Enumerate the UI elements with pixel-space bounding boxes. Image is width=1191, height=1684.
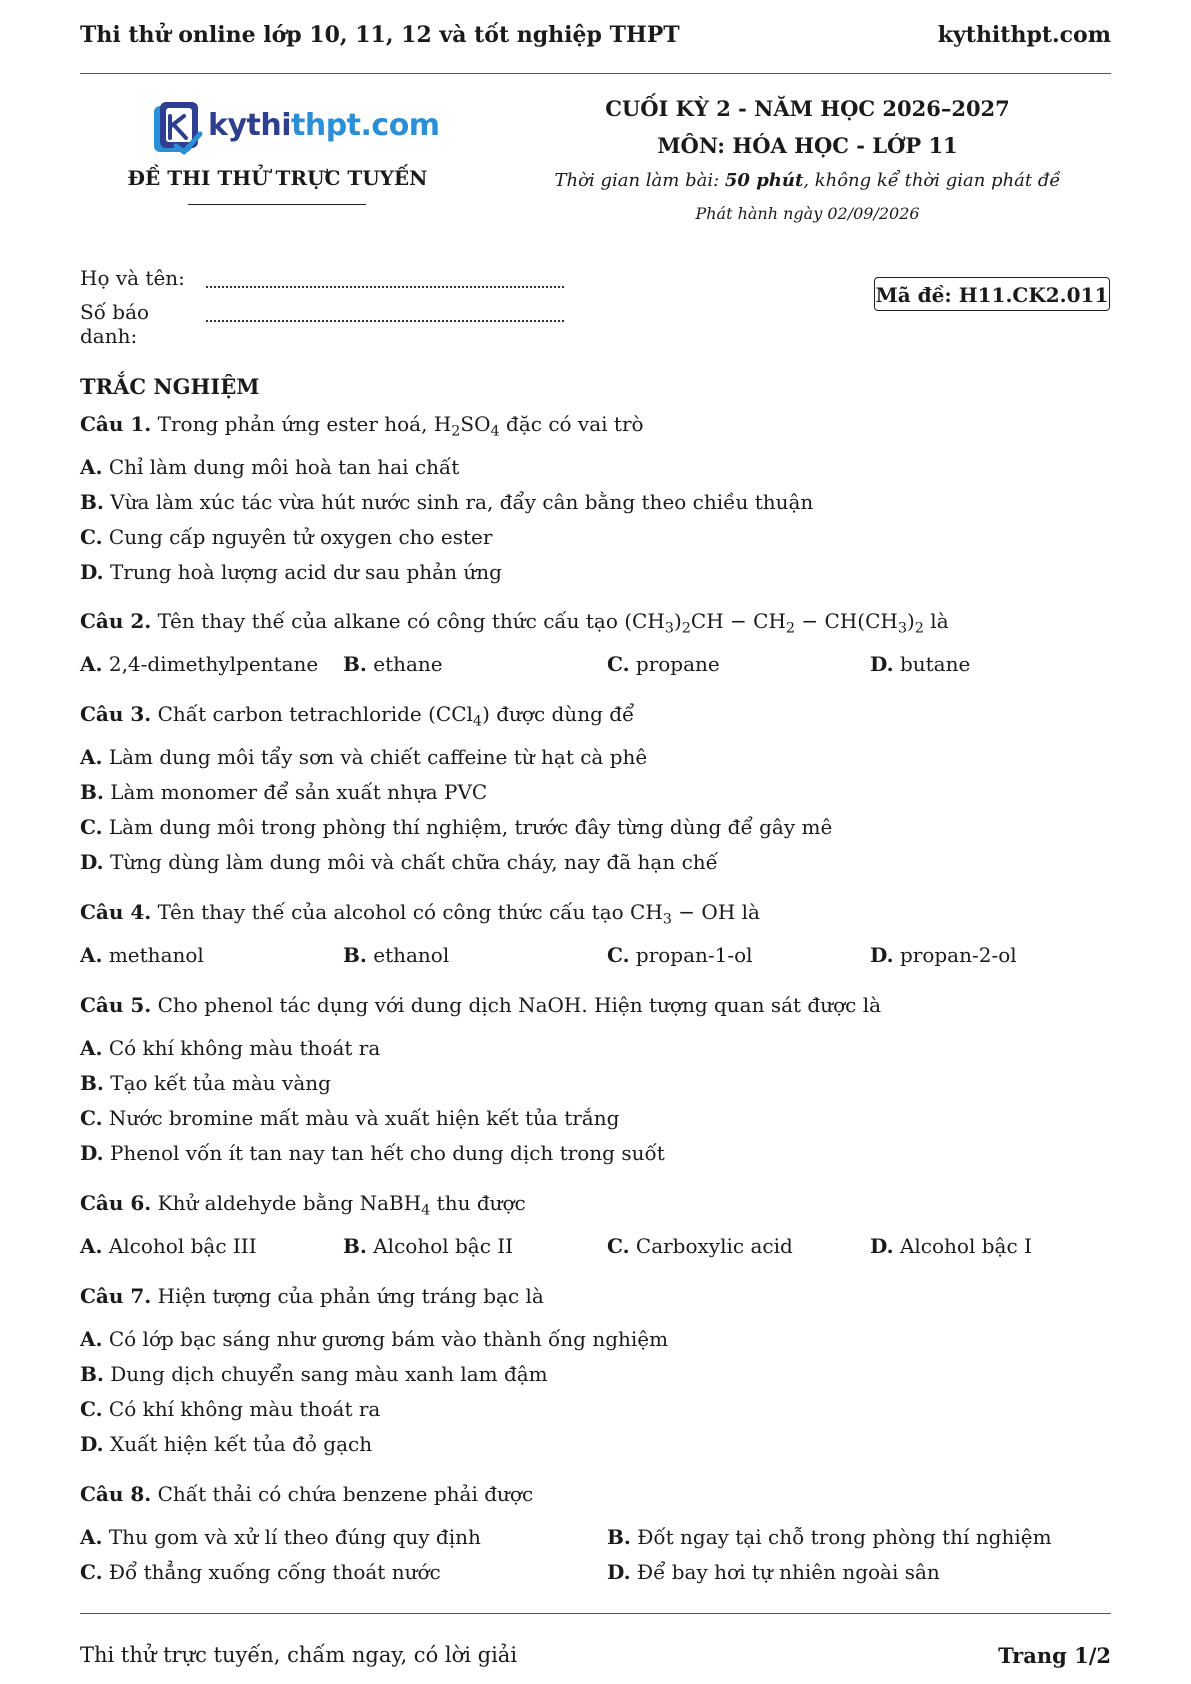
q1-option-c: C. Cung cấp nguyên tử oxygen cho ester: [80, 525, 493, 549]
q5-option-d: D. Phenol vốn ít tan nay tan hết cho dung dịch trong suốt: [80, 1141, 665, 1165]
exam-subject: MÔN: HÓA HỌC - LỚP 11: [657, 133, 958, 158]
q8-option-c: C. Đổ thẳng xuống cống thoát nước: [80, 1560, 441, 1584]
q4-option-a: A. methanol: [80, 943, 204, 967]
q4-option-c: C. propan-1-ol: [607, 943, 753, 967]
q7-option-a: A. Có lớp bạc sáng như gương bám vào thành ống nghiệm: [80, 1327, 669, 1351]
name-dots: [206, 286, 564, 288]
question-3: Câu 3. Chất carbon tetrachloride (CCl$_4$) được dùng để: [80, 702, 635, 730]
q4-option-d: D. propan-2-ol: [870, 943, 1017, 967]
q6-option-d: D. Alcohol bậc I: [870, 1234, 1032, 1258]
q5-option-a: A. Có khí không màu thoát ra: [80, 1036, 381, 1060]
question-1: Câu 1. Trong phản ứng ester hoá, $H_2SO_4$ đặc có vai trò: [80, 412, 644, 440]
q6-option-c: C. Carboxylic acid: [607, 1234, 793, 1258]
q1-option-d: D. Trung hoà lượng acid dư sau phản ứng: [80, 560, 502, 584]
q2-option-c: C. propane: [607, 652, 720, 676]
footer-left: Thi thử trực tuyến, chấm ngay, có lời giải: [80, 1643, 518, 1667]
id-field: Số báo danh:: [80, 300, 150, 348]
question-7: Câu 7. Hiện tượng của phản ứng tráng bạc là: [80, 1284, 544, 1308]
footer-rule: [80, 1613, 1111, 1614]
q7-option-d: D. Xuất hiện kết tủa đỏ gạch: [80, 1432, 373, 1456]
q3-option-c: C. Làm dung môi trong phòng thí nghiệm, trước đây từng dùng để gây mê: [80, 815, 833, 839]
page-number: Trang 1/2: [998, 1643, 1111, 1668]
exam-time: Thời gian làm bài: 50 phút, không kể thời gian phát đề: [554, 170, 1061, 191]
exam-title: CUỐI KỲ 2 - NĂM HỌC 2026–2027: [605, 96, 1010, 121]
logo-icon: [150, 100, 204, 156]
question-6: Câu 6. Khử aldehyde bằng NaBH$_4$ thu được: [80, 1191, 526, 1219]
subtitle-underline: [188, 204, 366, 205]
q6-option-a: A. Alcohol bậc III: [80, 1234, 257, 1258]
header-left: Thi thử online lớp 10, 11, 12 và tốt nghiệp THPT: [80, 22, 680, 48]
section-title: TRẮC NGHIỆM: [80, 374, 260, 399]
exam-date: Phát hành ngày 02/09/2026: [695, 204, 920, 223]
header-right: kythithpt.com: [937, 22, 1111, 48]
q8-option-d: D. Để bay hơi tự nhiên ngoài sân: [607, 1560, 940, 1584]
q7-option-b: B. Dung dịch chuyển sang màu xanh lam đậm: [80, 1362, 548, 1386]
q8-option-b: B. Đốt ngay tại chỗ trong phòng thí nghiệm: [607, 1525, 1052, 1549]
q5-option-c: C. Nước bromine mất màu và xuất hiện kết tủa trắng: [80, 1106, 620, 1130]
q2-option-d: D. butane: [870, 652, 971, 676]
question-5: Câu 5. Cho phenol tác dụng với dung dịch NaOH. Hiện tượng quan sát được là: [80, 993, 882, 1017]
q7-option-c: C. Có khí không màu thoát ra: [80, 1397, 381, 1421]
site-logo: [150, 100, 440, 158]
question-2: Câu 2. Tên thay thế của alkane có công thức cấu tạo $(CH_3)_2CH - CH_2 - CH(CH_3)_2$ là: [80, 609, 949, 637]
q3-option-a: A. Làm dung môi tẩy sơn và chiết caffeine từ hạt cà phê: [80, 745, 648, 769]
q3-option-b: B. Làm monomer để sản xuất nhựa PVC: [80, 780, 488, 804]
left-subtitle: ĐỀ THI THỬ TRỰC TUYẾN: [127, 166, 428, 190]
q5-option-b: B. Tạo kết tủa màu vàng: [80, 1071, 331, 1095]
q2-option-a: A. 2,4-dimethylpentane: [80, 652, 319, 676]
name-field: Họ và tên:: [80, 266, 185, 290]
q3-option-d: D. Từng dùng làm dung môi và chất chữa cháy, nay đã hạn chế: [80, 850, 718, 874]
exam-code-box: Mã đề: H11.CK2.011: [874, 277, 1110, 311]
id-dots: [206, 320, 564, 322]
q2-option-b: B. ethane: [343, 652, 443, 676]
q8-option-a: A. Thu gom và xử lí theo đúng quy định: [80, 1525, 481, 1549]
header-rule: [80, 73, 1111, 74]
q1-option-b: B. Vừa làm xúc tác vừa hút nước sinh ra, đẩy cân bằng theo chiều thuận: [80, 490, 814, 514]
q1-option-a: A. Chỉ làm dung môi hoà tan hai chất: [80, 455, 460, 479]
question-4: Câu 4. Tên thay thế của alcohol có công thức cấu tạo $CH_3$ − OH là: [80, 900, 760, 928]
q6-option-b: B. Alcohol bậc II: [343, 1234, 514, 1258]
question-8: Câu 8. Chất thải có chứa benzene phải được: [80, 1482, 534, 1506]
q4-option-b: B. ethanol: [343, 943, 450, 967]
logo-wordmark: kythithpt.com: [208, 108, 440, 143]
